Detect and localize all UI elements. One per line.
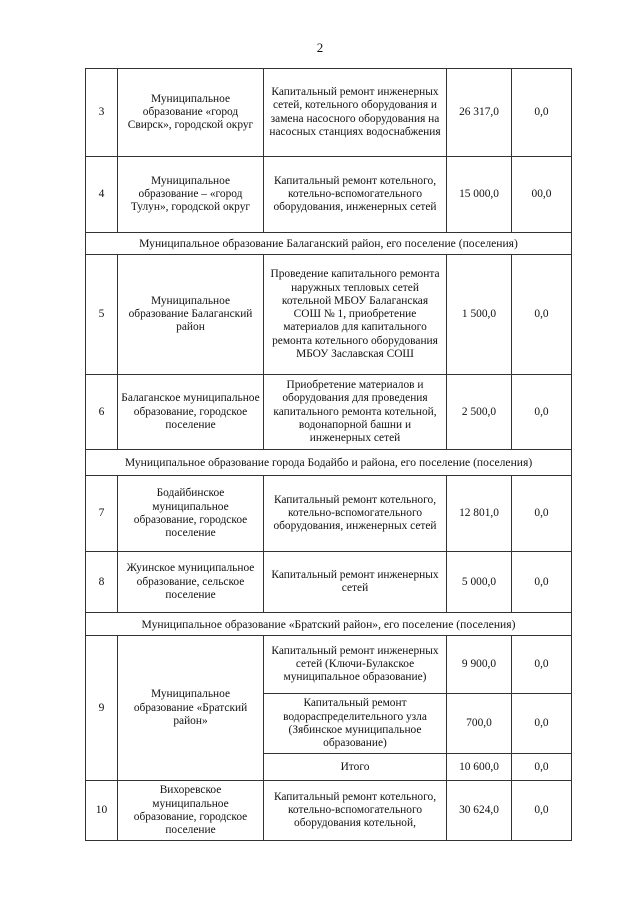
extra-value: 0,0 (512, 694, 572, 754)
work-description: Капитальный ремонт инженерных сетей (Ключи-Булакское муниципальное образование) (264, 636, 447, 694)
municipality-name: Муниципальное образование Балаганский район (118, 255, 264, 375)
row-number: 4 (86, 157, 118, 233)
row-number: 6 (86, 375, 118, 450)
extra-value: 0,0 (512, 375, 572, 450)
work-description: Проведение капитального ремонта наружных тепловых сетей котельной МБОУ Балаганская СОШ № 1, приобретение материалов для капитального ремонта котельного оборудования МБОУ Заславская СОШ (264, 255, 447, 375)
municipality-name: Бодайбинское муниципальное образование, городское поселение (118, 476, 264, 552)
extra-value: 0,0 (512, 69, 572, 157)
extra-value: 00,0 (512, 157, 572, 233)
municipality-name: Балаганское муниципальное образование, городское поселение (118, 375, 264, 450)
row-number: 7 (86, 476, 118, 552)
extra-value: 0,0 (512, 636, 572, 694)
work-description: Капитальный ремонт котельного, котельно-вспомогательного оборудования, инженерных сетей (264, 157, 447, 233)
amount-value: 5 000,0 (447, 552, 512, 613)
row-number: 10 (86, 781, 118, 841)
section-header-row (86, 233, 572, 255)
table-row (86, 255, 572, 375)
work-description: Капитальный ремонт котельного, котельно-вспомогательного оборудования, инженерных сетей (264, 476, 447, 552)
amount-value: 12 801,0 (447, 476, 512, 552)
amount-value: 700,0 (447, 694, 512, 754)
municipality-name: Муниципальное образование «город Свирск», городской округ (118, 69, 264, 157)
amount-value: 26 317,0 (447, 69, 512, 157)
work-description: Капитальный ремонт водораспределительного узла (Зябинское муниципальное образование) (264, 694, 447, 754)
allocation-table (85, 68, 572, 841)
amount-value: 15 000,0 (447, 157, 512, 233)
table-row (86, 157, 572, 233)
row-number: 3 (86, 69, 118, 157)
table-row (86, 781, 572, 841)
row-number: 8 (86, 552, 118, 613)
total-amount: 10 600,0 (447, 754, 512, 781)
municipality-name: Муниципальное образование «Братский район» (118, 636, 264, 781)
page-number: 2 (316, 40, 324, 55)
section-header: Муниципальное образование Балаганский район, его поселение (поселения) (86, 233, 572, 255)
municipality-name: Вихоревское муниципальное образование, городское поселение (118, 781, 264, 841)
row-number: 5 (86, 255, 118, 375)
extra-value: 0,0 (512, 552, 572, 613)
table-row (86, 552, 572, 613)
work-description: Капитальный ремонт инженерных сетей (264, 552, 447, 613)
table-row (86, 636, 572, 694)
section-header-row (86, 450, 572, 476)
section-header: Муниципальное образование города Бодайбо и района, его поселение (поселения) (86, 450, 572, 476)
section-header-row (86, 613, 572, 636)
work-description: Капитальный ремонт котельного, котельно-вспомогательного оборудования котельной, (264, 781, 447, 841)
amount-value: 9 900,0 (447, 636, 512, 694)
work-description: Капитальный ремонт инженерных сетей, котельного оборудования и замена насосного оборудования на насосных станциях водоснабжения (264, 69, 447, 157)
table-row (86, 476, 572, 552)
amount-value: 30 624,0 (447, 781, 512, 841)
municipality-name: Муниципальное образование – «город Тулун», городской округ (118, 157, 264, 233)
table-row (86, 375, 572, 450)
work-description: Приобретение материалов и оборудования для проведения капитального ремонта котельной, водонапорной башни и инженерных сетей (264, 375, 447, 450)
total-extra: 0,0 (512, 754, 572, 781)
extra-value: 0,0 (512, 476, 572, 552)
extra-value: 0,0 (512, 781, 572, 841)
row-number: 9 (86, 636, 118, 781)
section-header: Муниципальное образование «Братский район», его поселение (поселения) (86, 613, 572, 636)
table-row (86, 69, 572, 157)
amount-value: 2 500,0 (447, 375, 512, 450)
municipality-name: Жуинское муниципальное образование, сельское поселение (118, 552, 264, 613)
amount-value: 1 500,0 (447, 255, 512, 375)
extra-value: 0,0 (512, 255, 572, 375)
total-label: Итого (264, 754, 447, 781)
